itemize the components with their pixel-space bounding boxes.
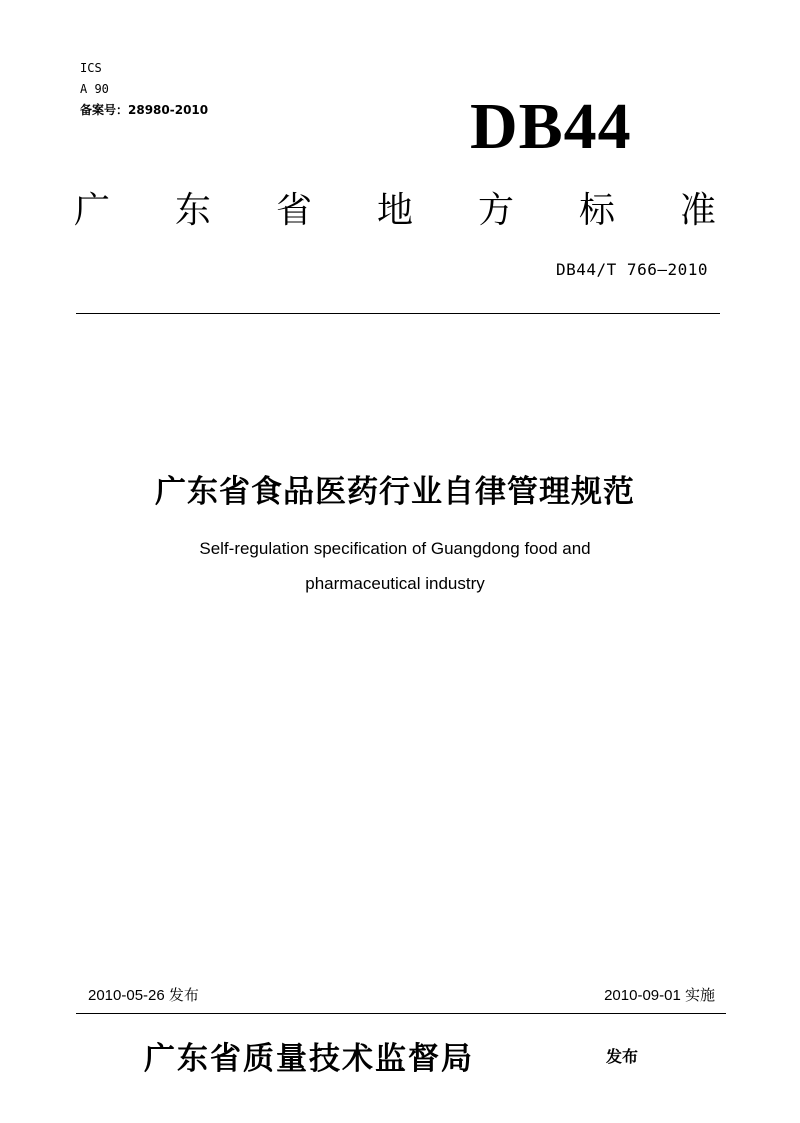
title-english-line1: Self-regulation specification of Guangdong food and bbox=[199, 539, 591, 558]
standard-number: DB44/T 766—2010 bbox=[556, 260, 708, 279]
standard-type-char: 省 bbox=[275, 189, 312, 231]
issue-date: 2010-05-26 发布 bbox=[88, 987, 199, 1004]
standard-type-char: 标 bbox=[578, 189, 615, 231]
record-number: 备案号：28980-2010 bbox=[80, 103, 209, 117]
classification-code: A 90 bbox=[80, 82, 109, 96]
bottom-divider bbox=[76, 1013, 726, 1014]
standard-code: DB44 bbox=[470, 90, 632, 163]
ics-label: ICS bbox=[80, 61, 102, 75]
title-chinese: 广东省食品医药行业自律管理规范 bbox=[155, 474, 635, 510]
implementation-date: 2010-09-01 实施 bbox=[604, 987, 715, 1004]
issuing-authority: 广东省质量技术监督局 bbox=[144, 1041, 474, 1077]
title-english-line2: pharmaceutical industry bbox=[305, 574, 485, 593]
standard-type-char: 方 bbox=[477, 189, 514, 231]
issuer-suffix: 发布 bbox=[606, 1047, 639, 1066]
top-divider bbox=[76, 313, 720, 314]
standard-type-char: 东 bbox=[174, 189, 211, 231]
standard-type-char: 地 bbox=[376, 189, 413, 231]
standard-type-char: 广 bbox=[73, 189, 110, 231]
standard-type-char: 准 bbox=[679, 189, 716, 231]
standard-type bbox=[70, 182, 720, 232]
